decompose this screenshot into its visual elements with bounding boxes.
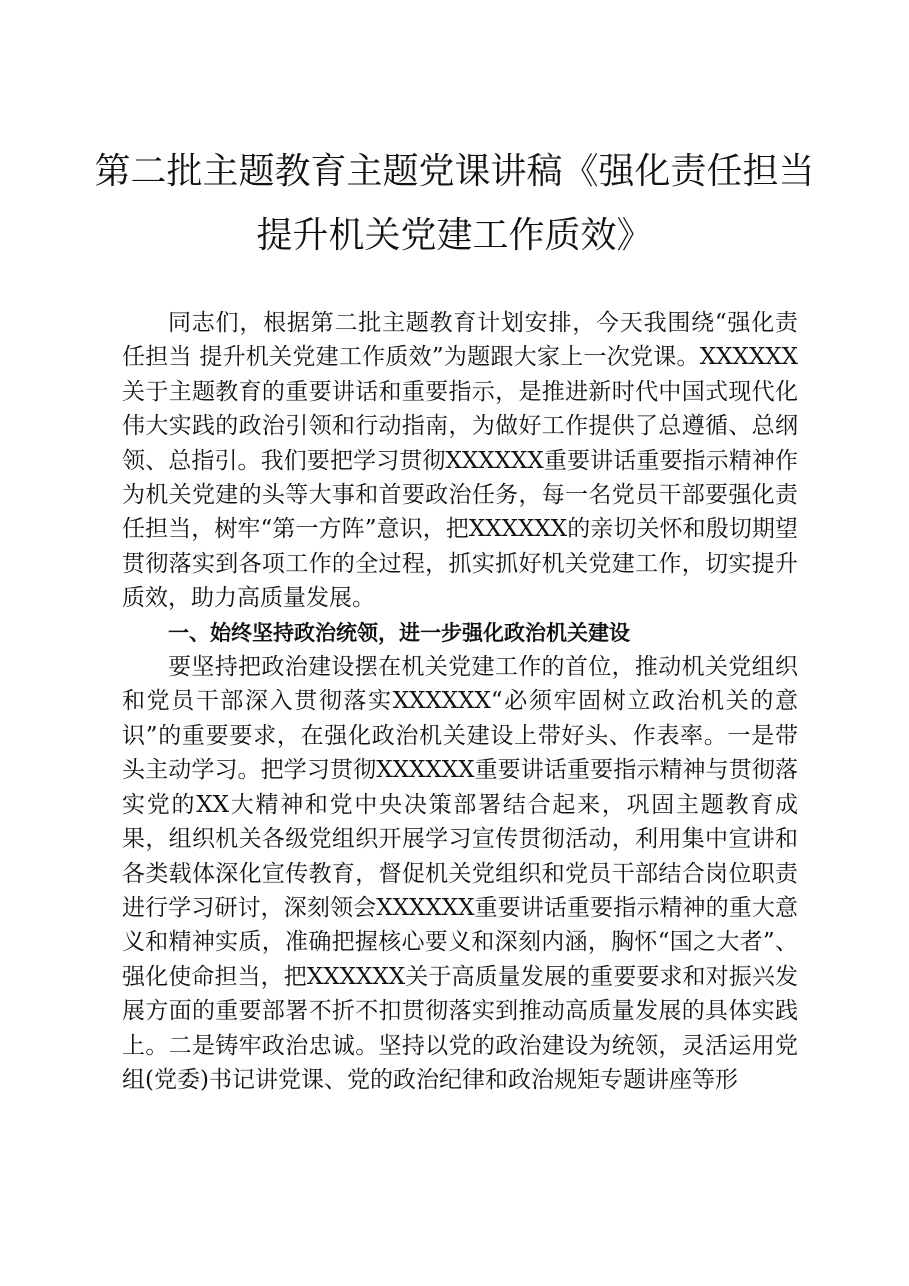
document-title bbox=[60, 140, 849, 268]
document-body bbox=[122, 306, 798, 1097]
intro-paragraph: 同志们，根据第二批主题教育计划安排，今天我围绕“强化责任担当 提升机关党建工作质效”为题跟大家上一次党课。XXXXXX关于主题教育的重要讲话和重要指示，是推进新时代中国式现代化伟大实践的政治引领和行动指南，为做好工作提供了总遵循、总纲领、总指引。我们要把学习贯彻XXXXXX重要讲话重要指示精神作为机关党建的头等大事和首要政治任务，每一名党员干部要强化责任担当，树牢“第一方阵”意识，把XXXXXX的亲切关怀和殷切期望贯彻落实到各项工作的全过程，抓实抓好机关党建工作，切实提升质效，助力高质量发展。 bbox=[122, 310, 798, 612]
section-heading-1: 一、始终坚持政治统领，进一步强化政治机关建设 bbox=[168, 620, 630, 645]
document-title-line-2: 提升机关党建工作质效》 bbox=[256, 215, 653, 256]
section-1-paragraph: 要坚持把政治建设摆在机关党建工作的首位，推动机关党组织和党员干部深入贯彻落实XXXXXX“必须牢固树立政治机关的意识”的重要要求，在强化政治机关建设上带好头、作表率。一是带头主动学习。把学习贯彻XXXXXX重要讲话重要指示精神与贯彻落实党的XX大精神和党中央决策部署结合起来，巩固主题教育成果，组织机关各级党组织开展学习宣传贯彻活动，利用集中宣讲和各类载体深化宣传教育，督促机关党组织和党员干部结合岗位职责进行学习研讨，深刻领会XXXXXX重要讲话重要指示精神的重大意义和精神实质，准确把握核心要义和深刻内涵，胸怀“国之大者”、强化使命担当，把XXXXXX关于高质量发展的重要要求和对振兴发展方面的重要部署不折不扣贯彻落实到推动高质量发展的具体实践上。二是铸牢政治忠诚。坚持以党的政治建设为统领，灵活运用党组(党委)书记讲党课、党的政治纪律和政治规矩专题讲座等形 bbox=[122, 654, 798, 1093]
document-title-line-1: 第二批主题教育主题党课讲稿《强化责任担当 bbox=[94, 151, 815, 192]
